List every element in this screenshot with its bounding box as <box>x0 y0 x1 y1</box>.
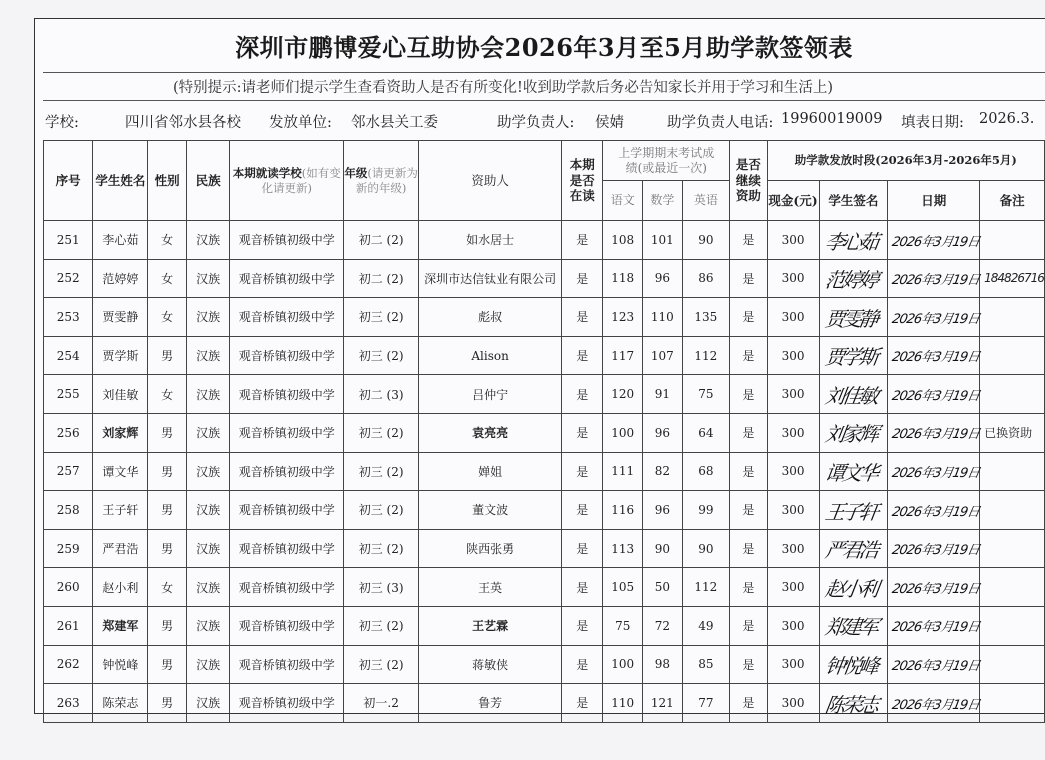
cell-student-name: 严君浩 <box>93 529 148 568</box>
cell-student-name: 李心茹 <box>93 221 148 260</box>
cell-continue: 是 <box>730 298 768 337</box>
table-row <box>44 298 1045 337</box>
cell-sponsor: 王艺霖 <box>419 606 562 645</box>
cell-remark <box>980 568 1045 607</box>
cell-sponsor: 王英 <box>419 568 562 607</box>
cell-chinese-score: 105 <box>603 568 643 607</box>
header-enrolled: 本期是否在读 <box>561 141 602 221</box>
cell-ethnicity: 汉族 <box>186 606 230 645</box>
cell-english-score: 77 <box>682 684 729 723</box>
cell-seq: 252 <box>44 259 93 298</box>
header-school: 本期就读学校(如有变化请更新) <box>230 141 344 221</box>
cell-signature: 谭文华 <box>816 452 890 491</box>
cell-seq: 255 <box>44 375 93 414</box>
cell-school: 观音桥镇初级中学 <box>230 645 344 684</box>
cell-enrolled: 是 <box>561 568 602 607</box>
cell-seq: 260 <box>44 568 93 607</box>
cell-gender: 男 <box>148 645 187 684</box>
cell-date: 2026年3月19日 <box>884 606 983 645</box>
cell-continue: 是 <box>730 606 768 645</box>
cell-english-score: 68 <box>682 452 729 491</box>
cell-student-name: 范婷婷 <box>93 259 148 298</box>
cell-chinese-score: 75 <box>603 606 643 645</box>
cell-date: 2026年3月19日 <box>884 529 983 568</box>
manager-value: 侯婧 <box>595 115 624 131</box>
cell-seq: 253 <box>44 298 93 337</box>
cell-enrolled: 是 <box>561 375 602 414</box>
issuer-label: 发放单位: <box>269 115 332 131</box>
cell-math-score: 50 <box>643 568 683 607</box>
form-sheet <box>34 18 1045 717</box>
cell-chinese-score: 100 <box>603 645 643 684</box>
cell-school: 观音桥镇初级中学 <box>230 684 344 723</box>
table-row <box>44 645 1045 684</box>
cell-math-score: 101 <box>643 221 683 260</box>
cell-math-score: 82 <box>643 452 683 491</box>
cell-seq: 251 <box>44 221 93 260</box>
cell-english-score: 75 <box>682 375 729 414</box>
header-name: 学生姓名 <box>93 141 148 221</box>
header-seq: 序号 <box>44 141 93 221</box>
cell-english-score: 64 <box>682 413 729 452</box>
form-title: 深圳市鹏博爱心互助协会2026年3月至5月助学款签领表 <box>235 33 853 62</box>
subsidy-table <box>43 140 1045 723</box>
cell-gender: 男 <box>148 491 187 530</box>
cell-seq: 254 <box>44 336 93 375</box>
cell-continue: 是 <box>730 684 768 723</box>
cell-continue: 是 <box>730 645 768 684</box>
cell-chinese-score: 120 <box>603 375 643 414</box>
cell-date: 2026年3月19日 <box>884 413 983 452</box>
header-date: 日期 <box>888 181 980 221</box>
cell-signature: 贾雯静 <box>816 298 890 337</box>
manager-label: 助学负责人: <box>497 115 575 131</box>
cell-school: 观音桥镇初级中学 <box>230 413 344 452</box>
cell-signature: 严君浩 <box>816 529 890 568</box>
cell-date: 2026年3月19日 <box>884 375 983 414</box>
school-label: 学校: <box>45 115 79 131</box>
cell-chinese-score: 100 <box>603 413 643 452</box>
cell-school: 观音桥镇初级中学 <box>230 491 344 530</box>
cell-enrolled: 是 <box>561 529 602 568</box>
cell-english-score: 85 <box>682 645 729 684</box>
cell-date: 2026年3月19日 <box>884 684 983 723</box>
cell-cash: 300 <box>767 259 819 298</box>
cell-continue: 是 <box>730 529 768 568</box>
cell-date: 2026年3月19日 <box>884 221 983 260</box>
cell-date: 2026年3月19日 <box>884 568 983 607</box>
cell-grade: 初三 (2) <box>344 452 419 491</box>
cell-ethnicity: 汉族 <box>186 529 230 568</box>
cell-cash: 300 <box>767 298 819 337</box>
cell-continue: 是 <box>730 491 768 530</box>
cell-cash: 300 <box>767 568 819 607</box>
cell-gender: 女 <box>148 568 187 607</box>
date-label: 填表日期: <box>901 115 964 131</box>
table-row <box>44 259 1045 298</box>
header-chinese: 语文 <box>603 181 643 221</box>
cell-english-score: 90 <box>682 529 729 568</box>
table-row <box>44 606 1045 645</box>
header-remark: 备注 <box>980 181 1045 221</box>
cell-continue: 是 <box>730 221 768 260</box>
cell-sponsor: 鲁芳 <box>419 684 562 723</box>
table-row <box>44 452 1045 491</box>
school-value: 四川省邻水县各校 <box>125 115 241 131</box>
cell-gender: 女 <box>148 259 187 298</box>
cell-grade: 初二 (2) <box>344 221 419 260</box>
cell-remark: 184826716 <box>980 259 1045 298</box>
cell-math-score: 72 <box>643 606 683 645</box>
cell-math-score: 110 <box>643 298 683 337</box>
cell-sponsor: 彪叔 <box>419 298 562 337</box>
cell-ethnicity: 汉族 <box>186 491 230 530</box>
cell-math-score: 96 <box>643 259 683 298</box>
table-row <box>44 529 1045 568</box>
cell-gender: 女 <box>148 375 187 414</box>
cell-grade: 初二 (3) <box>344 375 419 414</box>
cell-cash: 300 <box>767 606 819 645</box>
cell-school: 观音桥镇初级中学 <box>230 259 344 298</box>
cell-cash: 300 <box>767 221 819 260</box>
cell-signature: 贾学斯 <box>816 336 890 375</box>
cell-student-name: 贾雯静 <box>93 298 148 337</box>
cell-chinese-score: 108 <box>603 221 643 260</box>
cell-date: 2026年3月19日 <box>884 645 983 684</box>
header-english: 英语 <box>682 181 729 221</box>
cell-english-score: 112 <box>682 568 729 607</box>
cell-enrolled: 是 <box>561 336 602 375</box>
cell-grade: 初三 (2) <box>344 645 419 684</box>
table-row <box>44 413 1045 452</box>
cell-continue: 是 <box>730 375 768 414</box>
info-row <box>43 100 1045 141</box>
cell-seq: 256 <box>44 413 93 452</box>
phone-label: 助学负责人电话: <box>667 115 774 131</box>
phone-value: 19960019009 <box>781 111 883 127</box>
cell-sponsor: Alison <box>419 336 562 375</box>
cell-continue: 是 <box>730 568 768 607</box>
cell-sponsor: 蒋敏侠 <box>419 645 562 684</box>
cell-chinese-score: 110 <box>603 684 643 723</box>
cell-gender: 男 <box>148 413 187 452</box>
cell-remark <box>980 491 1045 530</box>
special-notice: (特别提示:请老师们提示学生查看资助人是否有所变化!收到助学款后务必告知家长并用于学习和生活上) <box>173 80 834 96</box>
cell-continue: 是 <box>730 336 768 375</box>
cell-signature: 赵小利 <box>816 568 890 607</box>
cell-student-name: 钟悦峰 <box>93 645 148 684</box>
cell-signature: 陈荣志 <box>816 684 890 723</box>
cell-date: 2026年3月19日 <box>884 452 983 491</box>
cell-school: 观音桥镇初级中学 <box>230 568 344 607</box>
cell-signature: 刘佳敏 <box>816 375 890 414</box>
cell-remark <box>980 645 1045 684</box>
cell-grade: 初三 (2) <box>344 491 419 530</box>
header-gender: 性别 <box>148 141 187 221</box>
cell-student-name: 贾学斯 <box>93 336 148 375</box>
cell-sponsor: 如水居士 <box>419 221 562 260</box>
cell-student-name: 谭文华 <box>93 452 148 491</box>
cell-enrolled: 是 <box>561 221 602 260</box>
cell-chinese-score: 116 <box>603 491 643 530</box>
header-math: 数学 <box>643 181 683 221</box>
cell-seq: 263 <box>44 684 93 723</box>
cell-english-score: 90 <box>682 221 729 260</box>
cell-school: 观音桥镇初级中学 <box>230 221 344 260</box>
cell-remark <box>980 375 1045 414</box>
cell-cash: 300 <box>767 684 819 723</box>
cell-remark <box>980 221 1045 260</box>
header-scores-group: 上学期期末考试成绩(或最近一次) <box>603 141 730 181</box>
cell-student-name: 陈荣志 <box>93 684 148 723</box>
cell-cash: 300 <box>767 491 819 530</box>
cell-chinese-score: 123 <box>603 298 643 337</box>
cell-sponsor: 袁亮亮 <box>419 413 562 452</box>
header-period-group: 助学款发放时段(2026年3月-2026年5月) <box>767 141 1044 181</box>
cell-grade: 初三 (2) <box>344 529 419 568</box>
cell-gender: 男 <box>148 452 187 491</box>
cell-english-score: 99 <box>682 491 729 530</box>
cell-enrolled: 是 <box>561 259 602 298</box>
cell-seq: 261 <box>44 606 93 645</box>
cell-gender: 男 <box>148 606 187 645</box>
cell-signature: 范婷婷 <box>816 259 890 298</box>
header-cash: 现金(元) <box>767 181 819 221</box>
cell-enrolled: 是 <box>561 452 602 491</box>
cell-remark <box>980 298 1045 337</box>
cell-grade: 初一.2 <box>344 684 419 723</box>
cell-ethnicity: 汉族 <box>186 221 230 260</box>
cell-school: 观音桥镇初级中学 <box>230 375 344 414</box>
issuer-value: 邻水县关工委 <box>351 115 438 131</box>
cell-ethnicity: 汉族 <box>186 452 230 491</box>
header-ethnicity: 民族 <box>186 141 230 221</box>
cell-enrolled: 是 <box>561 298 602 337</box>
cell-ethnicity: 汉族 <box>186 645 230 684</box>
cell-remark <box>980 529 1045 568</box>
cell-school: 观音桥镇初级中学 <box>230 606 344 645</box>
cell-school: 观音桥镇初级中学 <box>230 336 344 375</box>
cell-ethnicity: 汉族 <box>186 568 230 607</box>
cell-remark <box>980 336 1045 375</box>
table-row <box>44 491 1045 530</box>
cell-continue: 是 <box>730 413 768 452</box>
cell-grade: 初二 (2) <box>344 259 419 298</box>
cell-student-name: 赵小利 <box>93 568 148 607</box>
header-sponsor: 资助人 <box>419 141 562 221</box>
cell-school: 观音桥镇初级中学 <box>230 298 344 337</box>
cell-date: 2026年3月19日 <box>884 491 983 530</box>
cell-student-name: 刘佳敏 <box>93 375 148 414</box>
cell-school: 观音桥镇初级中学 <box>230 452 344 491</box>
header-signature: 学生签名 <box>819 181 888 221</box>
cell-gender: 男 <box>148 684 187 723</box>
cell-english-score: 49 <box>682 606 729 645</box>
cell-sponsor: 婵姐 <box>419 452 562 491</box>
cell-grade: 初三 (2) <box>344 606 419 645</box>
cell-cash: 300 <box>767 452 819 491</box>
cell-signature: 李心茹 <box>816 221 890 260</box>
cell-continue: 是 <box>730 452 768 491</box>
cell-enrolled: 是 <box>561 606 602 645</box>
cell-seq: 262 <box>44 645 93 684</box>
cell-signature: 郑建军 <box>816 606 890 645</box>
cell-sponsor: 深圳市达信钛业有限公司 <box>419 259 562 298</box>
table-row <box>44 375 1045 414</box>
cell-gender: 女 <box>148 298 187 337</box>
cell-enrolled: 是 <box>561 684 602 723</box>
cell-math-score: 96 <box>643 491 683 530</box>
cell-remark <box>980 452 1045 491</box>
cell-ethnicity: 汉族 <box>186 375 230 414</box>
header-grade: 年级(请更新为新的年级) <box>344 141 419 221</box>
table-row <box>44 684 1045 723</box>
cell-student-name: 刘家辉 <box>93 413 148 452</box>
cell-date: 2026年3月19日 <box>884 336 983 375</box>
cell-grade: 初三 (2) <box>344 298 419 337</box>
cell-math-score: 90 <box>643 529 683 568</box>
cell-grade: 初三 (2) <box>344 336 419 375</box>
cell-student-name: 王子轩 <box>93 491 148 530</box>
cell-seq: 257 <box>44 452 93 491</box>
cell-english-score: 135 <box>682 298 729 337</box>
cell-english-score: 86 <box>682 259 729 298</box>
cell-math-score: 98 <box>643 645 683 684</box>
cell-continue: 是 <box>730 259 768 298</box>
cell-cash: 300 <box>767 336 819 375</box>
table-row <box>44 336 1045 375</box>
cell-sponsor: 吕仲宁 <box>419 375 562 414</box>
table-row <box>44 221 1045 260</box>
cell-remark <box>980 684 1045 723</box>
cell-math-score: 121 <box>643 684 683 723</box>
cell-cash: 300 <box>767 529 819 568</box>
cell-ethnicity: 汉族 <box>186 298 230 337</box>
cell-sponsor: 陕西张勇 <box>419 529 562 568</box>
cell-math-score: 91 <box>643 375 683 414</box>
cell-enrolled: 是 <box>561 645 602 684</box>
header-continue: 是否继续资助 <box>730 141 768 221</box>
cell-date: 2026年3月19日 <box>884 259 983 298</box>
cell-grade: 初三 (3) <box>344 568 419 607</box>
cell-gender: 男 <box>148 336 187 375</box>
cell-enrolled: 是 <box>561 413 602 452</box>
cell-signature: 王子轩 <box>816 491 890 530</box>
cell-ethnicity: 汉族 <box>186 336 230 375</box>
cell-date: 2026年3月19日 <box>884 298 983 337</box>
table-row <box>44 568 1045 607</box>
cell-chinese-score: 111 <box>603 452 643 491</box>
cell-remark <box>980 606 1045 645</box>
cell-ethnicity: 汉族 <box>186 684 230 723</box>
cell-ethnicity: 汉族 <box>186 413 230 452</box>
cell-chinese-score: 113 <box>603 529 643 568</box>
cell-remark: 已换资助 <box>980 413 1045 452</box>
cell-gender: 女 <box>148 221 187 260</box>
cell-chinese-score: 118 <box>603 259 643 298</box>
cell-chinese-score: 117 <box>603 336 643 375</box>
cell-grade: 初三 (2) <box>344 413 419 452</box>
cell-sponsor: 董文波 <box>419 491 562 530</box>
cell-ethnicity: 汉族 <box>186 259 230 298</box>
cell-math-score: 107 <box>643 336 683 375</box>
notice-row <box>43 72 1045 101</box>
cell-math-score: 96 <box>643 413 683 452</box>
cell-cash: 300 <box>767 375 819 414</box>
cell-enrolled: 是 <box>561 491 602 530</box>
cell-signature: 刘家辉 <box>816 413 890 452</box>
cell-cash: 300 <box>767 413 819 452</box>
date-value: 2026.3. <box>979 111 1035 127</box>
cell-seq: 258 <box>44 491 93 530</box>
title-row <box>43 19 1045 73</box>
cell-student-name: 郑建军 <box>93 606 148 645</box>
cell-school: 观音桥镇初级中学 <box>230 529 344 568</box>
cell-gender: 男 <box>148 529 187 568</box>
cell-signature: 钟悦峰 <box>816 645 890 684</box>
cell-cash: 300 <box>767 645 819 684</box>
cell-seq: 259 <box>44 529 93 568</box>
cell-english-score: 112 <box>682 336 729 375</box>
